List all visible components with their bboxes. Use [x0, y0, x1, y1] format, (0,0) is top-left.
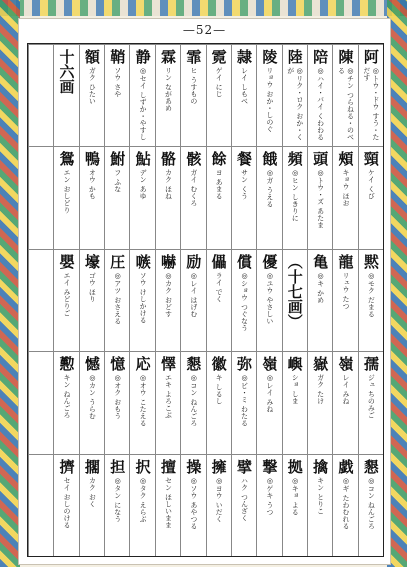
decorative-border-left: [0, 0, 20, 567]
kanji-reading: ◎ガ うえる: [265, 169, 274, 208]
kanji-reading: ガク ひたい: [88, 67, 97, 105]
kanji-headword: 担: [108, 458, 127, 474]
dictionary-entry: [206, 454, 231, 556]
dictionary-entry: [206, 146, 231, 248]
dictionary-entry: [53, 44, 78, 146]
kanji-headword: 擅: [158, 458, 177, 474]
kanji-headword: 阿: [361, 49, 380, 64]
kanji-grid: [27, 43, 384, 557]
kanji-reading: エキ よろこぶ: [164, 374, 173, 419]
kanji-reading: デン あゆ: [139, 169, 148, 200]
kanji-headword: 擱: [82, 458, 101, 474]
kanji-headword: 償: [235, 253, 254, 269]
dictionary-entry: [53, 249, 78, 351]
kanji-headword: 操: [184, 458, 203, 474]
dictionary-entry: [180, 44, 205, 146]
kanji-headword: 択: [133, 458, 152, 474]
kanji-headword: 餓: [260, 151, 279, 167]
dictionary-entry: [256, 454, 281, 556]
dictionary-entry: [282, 249, 307, 351]
kanji-headword: 鴛: [57, 151, 76, 167]
dictionary-entry: [104, 454, 129, 556]
dictionary-entry: [129, 351, 154, 453]
dictionary-entry: [79, 146, 104, 248]
dictionary-entry: [180, 249, 205, 351]
kanji-reading: ◎セイ しずか・やすし: [139, 67, 148, 141]
kanji-headword: 頭: [311, 151, 330, 167]
kanji-reading: ヨ あまる: [215, 169, 224, 200]
dictionary-entry: [104, 44, 129, 146]
decorative-border-top: [0, 0, 407, 16]
kanji-headword: 擒: [311, 458, 330, 474]
kanji-headword: 撃: [260, 458, 279, 474]
kanji-headword: 霓: [209, 49, 228, 64]
dictionary-entry: [28, 146, 53, 248]
dictionary-entry: [206, 44, 231, 146]
kanji-reading: ◎トウ・ズ あたま: [316, 169, 325, 229]
dictionary-entry: [206, 249, 231, 351]
kanji-reading: エン おしどり: [63, 169, 72, 214]
kanji-reading: ◎オク おもう: [113, 374, 122, 420]
dictionary-entry: [282, 44, 307, 146]
kanji-headword: 嗾: [133, 253, 152, 269]
kanji-reading: ◎ショウ つぐなう: [240, 271, 249, 332]
dictionary-entry: [256, 44, 281, 146]
kanji-headword: 頸: [361, 151, 380, 167]
dictionary-entry: [155, 454, 180, 556]
dictionary-entry: [332, 454, 357, 556]
kanji-headword: 拠: [285, 458, 304, 474]
kanji-headword: 静: [133, 49, 152, 64]
dictionary-entry: [155, 351, 180, 453]
dictionary-entry: [180, 351, 205, 453]
kanji-reading: ヒ うすもの: [189, 67, 198, 105]
kanji-headword: 弥: [235, 356, 254, 372]
dictionary-entry: [155, 146, 180, 248]
kanji-headword: 頰: [336, 151, 355, 167]
kanji-reading: キ しるし: [215, 374, 224, 405]
kanji-headword: 圧: [108, 253, 127, 269]
kanji-reading: ソウ けしかける: [139, 271, 148, 324]
dictionary-entry: [358, 146, 383, 248]
kanji-headword: 憶: [108, 356, 127, 372]
kanji-headword: 憾: [82, 356, 101, 372]
dictionary-entry: [129, 44, 154, 146]
kanji-headword: 嶼: [285, 356, 304, 372]
kanji-headword: 嶺: [336, 356, 355, 372]
kanji-reading: ガイ むくろ: [189, 169, 198, 207]
kanji-reading: ゴウ ほり: [88, 271, 97, 303]
dictionary-entry: [358, 351, 383, 453]
dictionary-entry: [256, 146, 281, 248]
kanji-reading: オウ かも: [88, 169, 97, 200]
kanji-reading: カク おく: [88, 476, 97, 507]
kanji-headword: 陵: [260, 49, 279, 64]
kanji-reading: レイ みね: [341, 374, 350, 405]
kanji-headword: 額: [82, 49, 101, 64]
dictionary-entry: [358, 454, 383, 556]
dictionary-entry: [358, 249, 383, 351]
kanji-headword: 擘: [235, 458, 254, 474]
kanji-headword: 優: [260, 253, 279, 269]
kanji-headword: 応: [133, 356, 152, 372]
dictionary-entry: [28, 454, 53, 556]
dictionary-entry: [79, 249, 104, 351]
dictionary-page: [18, 18, 391, 565]
kanji-reading: ソウ さや: [113, 67, 122, 98]
kanji-reading: ◎オウ こたえる: [139, 374, 148, 427]
kanji-headword: 懇: [184, 356, 203, 372]
kanji-reading: ◎リク・ロク おか・くが: [286, 67, 304, 141]
kanji-reading: レイ しもべ: [240, 67, 249, 105]
kanji-headword: 孺: [361, 356, 380, 372]
kanji-headword: 餘: [209, 151, 228, 167]
kanji-headword: 龍: [336, 253, 355, 269]
kanji-reading: ケイ くび: [367, 169, 376, 200]
dictionary-entry: [53, 351, 78, 453]
kanji-headword: 嚇: [158, 253, 177, 269]
kanji-reading: ◎キ かめ: [316, 271, 325, 304]
dictionary-entry: [282, 351, 307, 453]
dictionary-entry: [53, 146, 78, 248]
kanji-headword: 懌: [158, 356, 177, 372]
kanji-headword: 嶽: [311, 356, 330, 372]
dictionary-entry: [206, 351, 231, 453]
kanji-headword: 擠: [57, 458, 76, 474]
kanji-headword: 鞘: [108, 49, 127, 64]
kanji-reading: ハク つんざく: [240, 476, 249, 521]
kanji-headword: 霖: [158, 49, 177, 64]
kanji-headword: 霏: [184, 49, 203, 64]
kanji-headword: 儡: [209, 253, 228, 269]
kanji-reading: ゲイ にじ: [215, 67, 224, 98]
dictionary-entry: [180, 454, 205, 556]
kanji-reading: セイ おしのける: [63, 476, 72, 528]
kanji-reading: ◎カク おどす: [164, 271, 173, 318]
kanji-reading: ◎チン つらねる・のべる: [337, 67, 355, 141]
dictionary-entry: [155, 249, 180, 351]
kanji-reading: リュウ たつ: [341, 271, 350, 310]
kanji-reading: キン ねんごろ: [63, 374, 72, 419]
dictionary-entry: [231, 44, 256, 146]
kanji-reading: ◎ソウ あやつる: [189, 476, 198, 529]
kanji-reading: ◎トウ・ドウ すう・ただす: [362, 67, 380, 141]
kanji-reading: ◎ヒン しきりに: [291, 169, 300, 222]
kanji-headword: 餐: [235, 151, 254, 167]
kanji-reading: キョウ ほお: [341, 169, 350, 207]
kanji-headword: 鮎: [133, 151, 152, 167]
kanji-reading: リン ながあめ: [164, 67, 173, 112]
kanji-reading: ◎アツ おさえる: [113, 271, 122, 325]
dictionary-entry: [104, 351, 129, 453]
kanji-headword: 陸: [285, 49, 304, 64]
kanji-reading: ◎ハイ・バイ くわわる: [316, 67, 325, 141]
dictionary-entry: [53, 454, 78, 556]
kanji-reading: ショ しま: [291, 374, 300, 405]
kanji-reading: ◎キョ よる: [291, 476, 300, 515]
page-number: —52—: [182, 23, 227, 37]
dictionary-entry: [231, 249, 256, 351]
kanji-reading: カク ほね: [164, 169, 173, 200]
kanji-reading: ◎タク えらぶ: [139, 476, 148, 522]
kanji-headword: 陪: [311, 49, 330, 64]
kanji-headword: 鴨: [82, 151, 101, 167]
kanji-headword: 励: [184, 253, 203, 269]
dictionary-entry: [155, 44, 180, 146]
kanji-reading: ジュ ちのみご: [367, 374, 376, 419]
kanji-reading: ◎モク だまる: [367, 271, 376, 318]
kanji-reading: キン とりこ: [316, 476, 325, 514]
kanji-headword: 嶺: [260, 356, 279, 372]
dictionary-entry: [282, 146, 307, 248]
kanji-reading: ガク たけ: [316, 374, 325, 405]
kanji-reading: フ ふな: [113, 169, 122, 193]
kanji-reading: セン ほしいまま: [164, 476, 173, 528]
kanji-reading: ◎レイ みね: [265, 374, 274, 413]
kanji-reading: ライ でく: [215, 271, 224, 303]
dictionary-entry: [332, 351, 357, 453]
kanji-reading: ◎コン ねんごろ: [189, 374, 198, 427]
kanji-headword: 懇: [361, 458, 380, 474]
dictionary-entry: [79, 44, 104, 146]
kanji-reading: ◎レイ はげむ: [189, 271, 198, 318]
dictionary-entry: [332, 146, 357, 248]
kanji-reading: エイ みどりご: [63, 271, 72, 317]
dictionary-entry: [28, 249, 53, 351]
dictionary-entry: [332, 44, 357, 146]
dictionary-entry: [256, 351, 281, 453]
kanji-reading: ◎コン ねんごろ: [367, 476, 376, 529]
kanji-headword: 嬰: [57, 253, 76, 269]
kanji-headword: 徽: [209, 356, 228, 372]
dictionary-entry: [307, 454, 332, 556]
dictionary-entry: [231, 351, 256, 453]
kanji-reading: サン くう: [240, 169, 249, 200]
dictionary-entry: [231, 146, 256, 248]
kanji-headword: 十六画: [57, 49, 76, 94]
dictionary-entry: [180, 146, 205, 248]
dictionary-entry: [129, 146, 154, 248]
kanji-headword: 骼: [158, 151, 177, 167]
kanji-headword: 骸: [184, 151, 203, 167]
kanji-reading: ◎ヨウ いだく: [215, 476, 224, 522]
dictionary-entry: [28, 351, 53, 453]
kanji-headword: 隷: [235, 49, 254, 64]
dictionary-entry: [79, 351, 104, 453]
kanji-headword: 鮒: [108, 151, 127, 167]
dictionary-entry: [79, 454, 104, 556]
dictionary-entry: [256, 249, 281, 351]
kanji-reading: ◎ゲキ うつ: [265, 476, 274, 515]
dictionary-entry: [282, 454, 307, 556]
kanji-reading: ◎ユウ やさしい: [265, 271, 274, 325]
kanji-headword: 陳: [336, 49, 355, 64]
kanji-reading: ◎タン になう: [113, 476, 122, 522]
kanji-headword: （十七画）: [285, 253, 304, 329]
kanji-headword: 擁: [209, 458, 228, 474]
dictionary-entry: [231, 454, 256, 556]
dictionary-entry: [129, 249, 154, 351]
dictionary-entry: [358, 44, 383, 146]
dictionary-entry: [104, 146, 129, 248]
dictionary-entry: [307, 351, 332, 453]
kanji-reading: ◎ギ たわむれる: [341, 476, 350, 529]
kanji-reading: リョウ おか・しのぐ: [265, 67, 274, 133]
kanji-headword: 戯: [336, 458, 355, 474]
kanji-headword: 黙: [361, 253, 380, 269]
kanji-headword: 懃: [57, 356, 76, 372]
kanji-reading: ◎カン うらむ: [88, 374, 97, 420]
dictionary-entry: [129, 454, 154, 556]
dictionary-entry: [104, 249, 129, 351]
dictionary-entry: [332, 249, 357, 351]
dictionary-entry: [307, 44, 332, 146]
kanji-reading: ◎ビ・ミ わたる: [240, 374, 249, 427]
dictionary-entry: [307, 146, 332, 248]
kanji-headword: 亀: [311, 253, 330, 269]
dictionary-entry: [307, 249, 332, 351]
kanji-headword: 頻: [285, 151, 304, 167]
dictionary-entry: [28, 44, 53, 146]
kanji-headword: 壕: [82, 253, 101, 269]
